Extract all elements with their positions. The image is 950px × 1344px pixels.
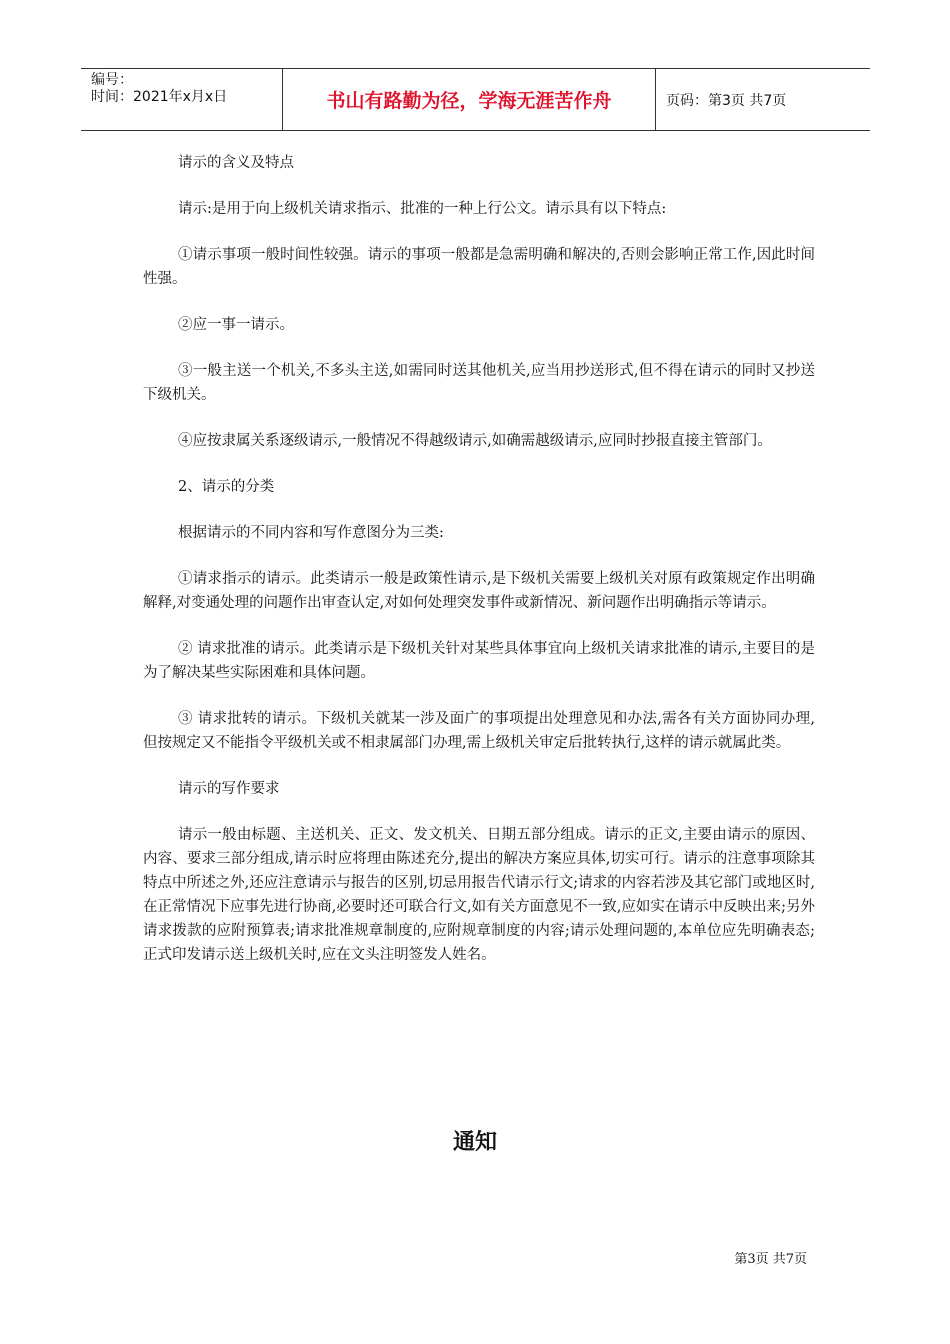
paragraph: 请示:是用于向上级机关请求指示、批准的一种上行公文。请示具有以下特点: bbox=[178, 201, 667, 217]
header-meta bbox=[81, 69, 281, 133]
paragraph: ③ 请求批转的请示。下级机关就某一涉及面广的事项提出处理意见和办法,需各有关方面协同办理,但按规定又不能指令平级机关或不相隶属部门办理,需上级机关审定后批转执行,这样的请示就属此类。 bbox=[143, 711, 815, 751]
paragraph: ③一般主送一个机关,不多头主送,如需同时送其他机关,应当用抄送形式,但不得在请示的同时又抄送下级机关。 bbox=[143, 363, 815, 403]
paragraph: 根据请示的不同内容和写作意图分为三类: bbox=[178, 525, 444, 541]
paragraph: ② 请求批准的请示。此类请示是下级机关针对某些具体事宜向上级机关请求批准的请示,主要目的是为了解决某些实际困难和具体问题。 bbox=[143, 641, 815, 681]
paragraph: ①请示事项一般时间性较强。请示的事项一般都是急需明确和解决的,否则会影响正常工作,因此时间性强。 bbox=[143, 247, 815, 287]
paragraph: ①请求指示的请示。此类请示一般是政策性请示,是下级机关需要上级机关对原有政策规定作出明确解释,对变通处理的问题作出审查认定,对如何处理突发事件或新情况、新问题作出明确指示等请示。 bbox=[143, 571, 815, 611]
paragraph: ②应一事一请示。 bbox=[178, 317, 294, 333]
header-motto: 书山有路勤为径，学海无涯苦作舟 bbox=[282, 69, 656, 130]
document-title: 通知 bbox=[452, 1130, 497, 1155]
document-number: 编号： bbox=[91, 72, 133, 88]
section-heading: 请示的写作要求 bbox=[178, 781, 280, 797]
section-heading: 2、请示的分类 bbox=[178, 479, 275, 495]
page-footer: 第3页 共7页 bbox=[734, 1252, 807, 1267]
page-header bbox=[81, 68, 870, 131]
document-date: 时间：2021年x月x日 bbox=[91, 89, 228, 105]
paragraph: 请示一般由标题、主送机关、正文、发文机关、日期五部分组成。请示的正文,主要由请示的原因、内容、要求三部分组成,请示时应将理由陈述充分,提出的解决方案应具体,切实可行。请示的注意事项除其特点中所述之外,还应注意请示与报告的区别,切忌用报告代请示行文;请求的内容若涉及其它部门或地区时,在正常情况下应事先进行协商,必要时还可联合行文,如有关方面意见不一致,应如实在请示中反映出来;另外请求拨款的应附预算表;请求批准规章制度的,应附规章制度的内容;请示处理问题的,本单位应先明确表态;正式印发请示送上级机关时,应在文头注明签发人姓名。 bbox=[143, 827, 815, 963]
document-body bbox=[143, 151, 815, 967]
section-heading: 请示的含义及特点 bbox=[178, 155, 294, 171]
paragraph: ④应按隶属关系逐级请示,一般情况不得越级请示,如确需越级请示,应同时抄报直接主管部门。 bbox=[178, 433, 772, 449]
header-page-number: 页码：第3页 共7页 bbox=[666, 92, 787, 109]
